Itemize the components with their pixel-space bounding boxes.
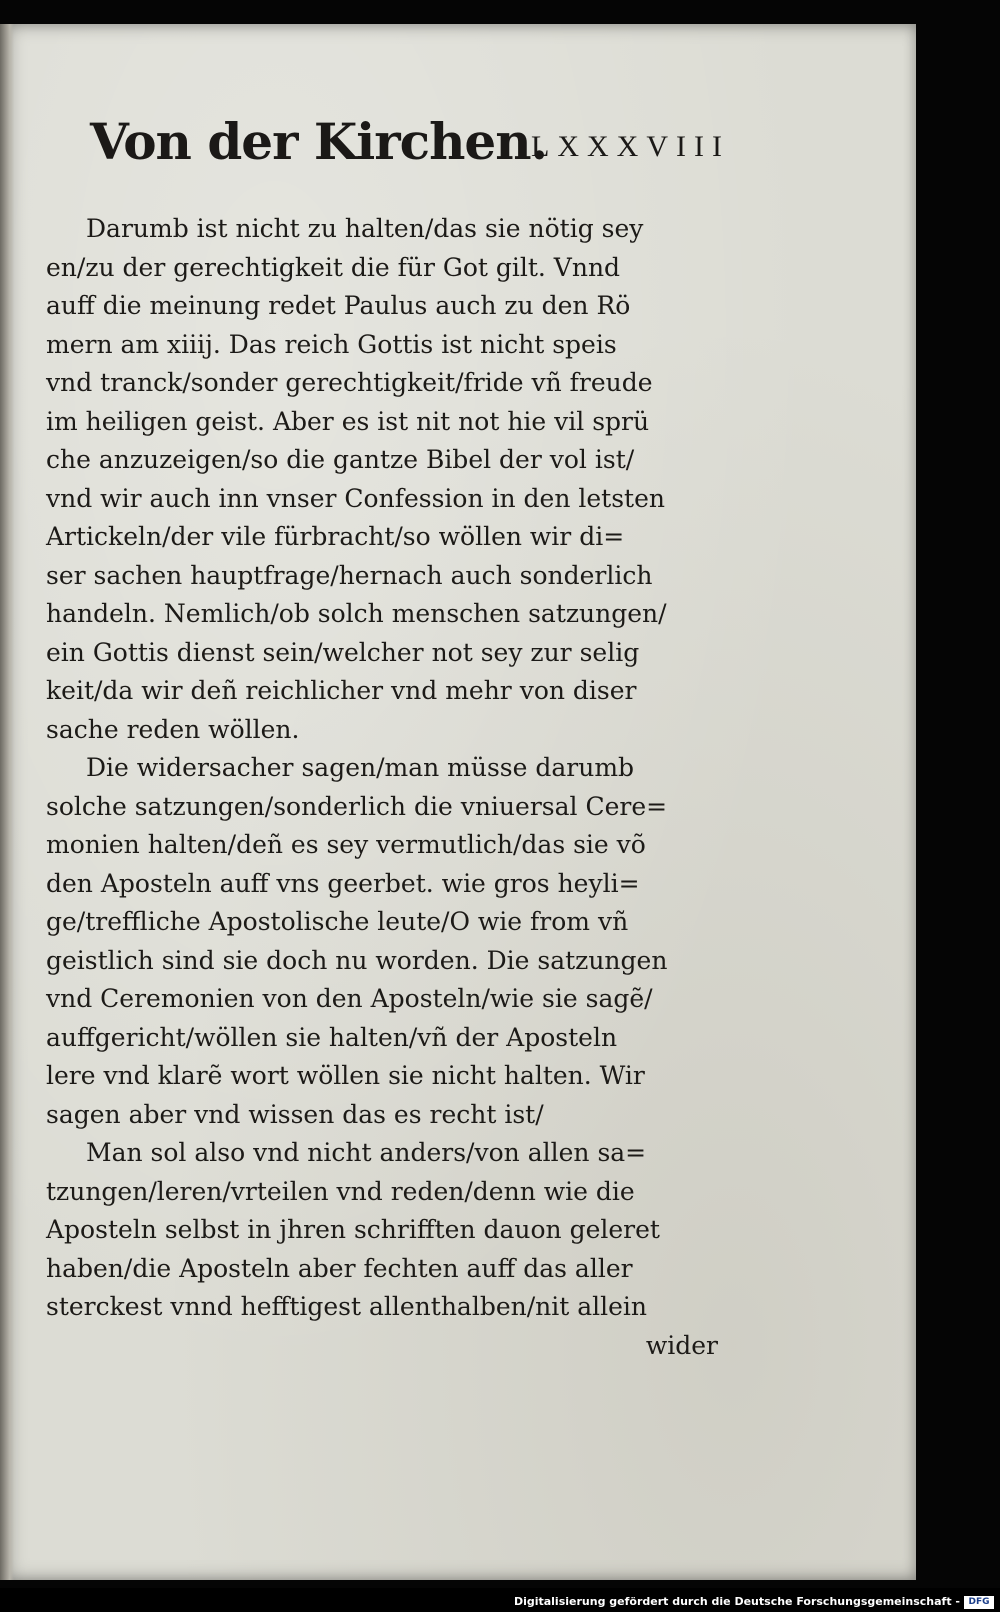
text-line: auff die meinung redet Paulus auch zu den Rö [46, 291, 631, 320]
text-line: che anzuzeigen/so die gantze Bibel der vol ist/ [46, 445, 635, 474]
text-line: vnd tranck/sonder gerechtigkeit/fride vñ freude [46, 368, 653, 397]
page-header [90, 112, 730, 184]
text-line: ge/treffliche Apostolische leute/O wie from vñ [46, 907, 629, 936]
text-line: monien halten/deñ es sey vermutlich/das sie võ [46, 830, 646, 859]
text-line: tzungen/leren/vrteilen vnd reden/denn wie die [46, 1176, 635, 1206]
catchword: wider [645, 1330, 718, 1360]
text-line: keit/da wir deñ reichlicher vnd mehr von diser [46, 676, 637, 705]
text-line: handeln. Nemlich/ob solch menschen satzungen/ [46, 599, 667, 628]
running-title: Von der Kirchen. [90, 112, 547, 171]
text-line: auffgericht/wöllen sie halten/vñ der Aposteln [46, 1022, 618, 1052]
text-line: sterckest vnnd hefftigest allenthalben/nit allein [46, 1292, 648, 1321]
text-line: vnd Ceremonien von den Aposteln/wie sie sagẽ/ [46, 984, 653, 1013]
text-line: Darumb ist nicht zu halten/das sie nötig sey [86, 214, 644, 243]
text-line: Die widersacher sagen/man müsse darumb [86, 753, 635, 782]
text-line: lere vnd klarẽ wort wöllen sie nicht halten. Wir [46, 1061, 645, 1090]
text-block [46, 210, 718, 1365]
text-line: geistlich sind sie doch nu worden. Die satzungen [46, 945, 668, 975]
folio-number: LXXXVIII [531, 130, 730, 163]
text-line: sache reden wöllen. [46, 714, 300, 744]
text-line: Artickeln/der vile fürbracht/so wöllen wir di= [46, 522, 625, 551]
text-line: mern am xiiij. Das reich Gottis ist nicht speis [46, 329, 617, 359]
text-line: Man sol also vnd nicht anders/von allen sa= [86, 1138, 647, 1167]
text-line: en/zu der gerechtigkeit die für Got gilt. Vnnd [46, 252, 621, 282]
text-line: den Aposteln auff vns geerbet. wie gros heyli= [46, 868, 640, 898]
text-line: im heiligen geist. Aber es ist nit not hie vil sprü [46, 406, 650, 436]
text-line: vnd wir auch inn vnser Confession in den letsten [46, 483, 665, 513]
text-line: haben/die Aposteln aber fechten auff das aller [46, 1253, 633, 1283]
footer-strip [0, 1588, 1000, 1612]
text-line: ein Gottis dienst sein/welcher not sey zur selig [46, 637, 640, 667]
funding-credit: Digitalisierung gefördert durch die Deutsche Forschungsgemeinschaft - [513, 1595, 960, 1608]
text-line: solche satzungen/sonderlich die vniuersal Cere= [46, 791, 668, 821]
binding-edge [0, 24, 14, 1580]
text-line: sagen aber vnd wissen das es recht ist/ [46, 1099, 544, 1129]
book-page [0, 24, 916, 1580]
text-line: ser sachen hauptfrage/hernach auch sonderlich [46, 560, 653, 590]
dfg-logo-icon: DFG [964, 1596, 994, 1609]
text-line: Aposteln selbst in jhren schrifften dauon geleret [46, 1215, 660, 1244]
